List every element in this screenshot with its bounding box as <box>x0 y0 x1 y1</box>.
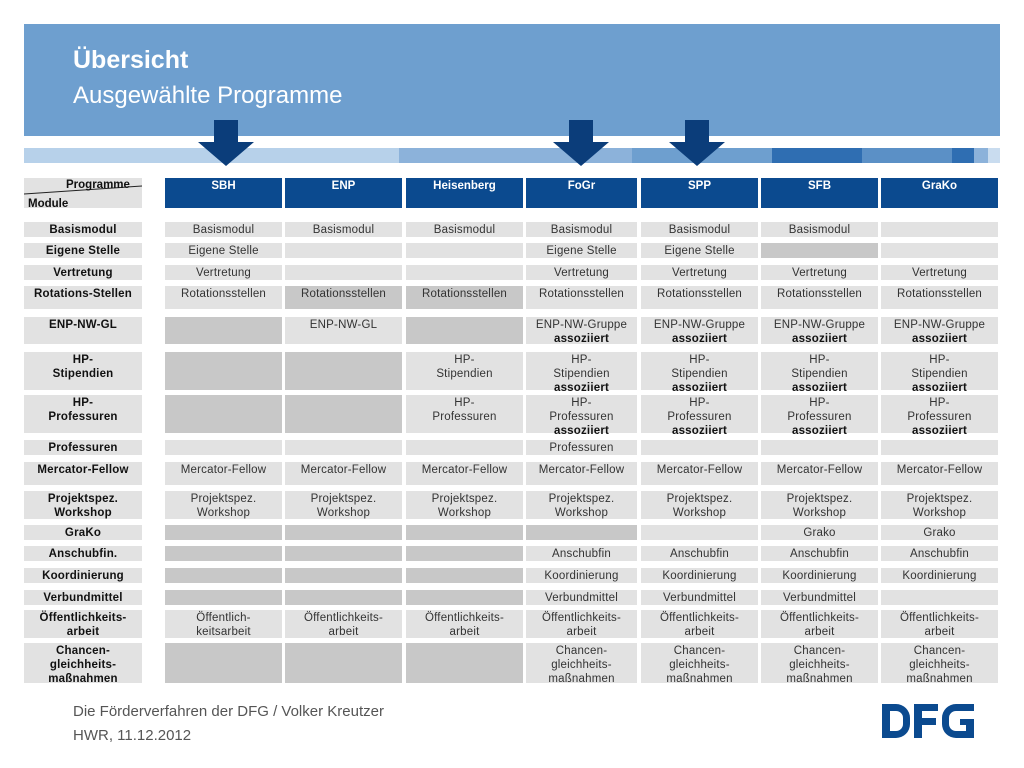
table-cell <box>641 643 758 683</box>
table-cell <box>285 317 402 344</box>
cell-text: Verbundmittel <box>545 592 618 604</box>
cell-text: Mercator-Fellow <box>300 464 387 476</box>
arrow-down-icon <box>669 120 725 166</box>
row-label <box>24 352 142 390</box>
header-banner <box>24 24 1000 136</box>
table-cell <box>641 568 758 583</box>
cell-text: Vertretung <box>911 267 968 279</box>
column-header-fogr: FoGr <box>526 178 637 208</box>
cell-text: Stipendien <box>553 368 610 380</box>
row-label <box>24 610 142 638</box>
cell-text: Workshop <box>316 507 371 519</box>
cell-text: Professuren <box>432 411 497 423</box>
cell-text: Grako <box>803 527 836 539</box>
table-cell <box>881 440 998 455</box>
row-label-line: Verbundmittel <box>43 592 123 604</box>
table-cell <box>641 243 758 258</box>
table-cell <box>526 317 637 344</box>
table-cell <box>165 286 282 309</box>
table-cell <box>165 440 282 455</box>
table-cell <box>641 546 758 561</box>
cell-text: Verbundmittel <box>663 592 736 604</box>
table-cell <box>165 643 282 683</box>
cell-text: keitsarbeit <box>196 626 251 638</box>
cell-text: Basismodul <box>312 224 375 236</box>
cell-text: Mercator-Fellow <box>896 464 983 476</box>
cell-text: assoziiert <box>553 333 610 345</box>
table-cell <box>406 352 523 390</box>
cell-text: HP- <box>809 397 830 409</box>
row-label <box>24 286 142 309</box>
cell-text: assoziiert <box>911 425 968 437</box>
row-label-line: ENP-NW-GL <box>48 319 117 331</box>
row-label-line: gleichheits- <box>49 659 117 671</box>
cell-text: Workshop <box>437 507 492 519</box>
table-cell <box>285 491 402 519</box>
table-cell <box>406 568 523 583</box>
cell-text: HP- <box>809 354 830 366</box>
cell-text: assoziiert <box>791 425 848 437</box>
cell-text: arbeit <box>924 626 955 638</box>
cell-text: Verbundmittel <box>783 592 856 604</box>
cell-text: Eigene Stelle <box>664 245 735 257</box>
cell-text: ENP-NW-GL <box>309 319 378 331</box>
table-cell <box>761 610 878 638</box>
stripe-segment <box>862 148 952 163</box>
stripe-segment <box>974 148 988 163</box>
table-cell <box>641 286 758 309</box>
cell-text: ENP-NW-Gruppe <box>535 319 628 331</box>
cell-text: HP- <box>454 397 475 409</box>
cell-text: Öffentlichkeits- <box>541 612 622 624</box>
cell-text: Koordinierung <box>544 570 619 582</box>
page-subtitle: Ausgewählte Programme <box>73 82 343 109</box>
cell-text: assoziiert <box>671 425 728 437</box>
cell-text: maßnahmen <box>786 673 853 685</box>
cell-text: Öffentlichkeits- <box>659 612 740 624</box>
table-cell <box>881 395 998 437</box>
table-cell <box>526 352 637 394</box>
table-cell <box>406 546 523 561</box>
cell-text: assoziiert <box>671 333 728 345</box>
cell-text: Professuren <box>787 411 852 423</box>
column-header-sbh: SBH <box>165 178 282 208</box>
table-cell <box>165 546 282 561</box>
cell-text: Workshop <box>196 507 251 519</box>
cell-text: Öffentlichkeits- <box>303 612 384 624</box>
cell-text: Eigene Stelle <box>188 245 259 257</box>
cell-text: gleichheits- <box>669 659 730 671</box>
table-cell <box>165 525 282 540</box>
row-label <box>24 440 142 455</box>
footer-presentation-info: Die Förderverfahren der DFG / Volker Kreutzer <box>73 703 384 720</box>
table-cell <box>165 568 282 583</box>
cell-text: Workshop <box>912 507 967 519</box>
cell-text: Mercator-Fellow <box>776 464 863 476</box>
table-cell <box>165 317 282 344</box>
row-label-line: Öffentlichkeits- <box>39 612 127 624</box>
footer-date: HWR, 11.12.2012 <box>73 727 192 744</box>
table-cell <box>165 352 282 390</box>
arrow-down-icon <box>553 120 609 166</box>
cell-text: assoziiert <box>553 425 610 437</box>
cell-text: Eigene Stelle <box>546 245 617 257</box>
table-cell <box>761 286 878 309</box>
table-cell <box>526 462 637 485</box>
cell-text: ENP-NW-Gruppe <box>893 319 986 331</box>
row-label <box>24 462 142 485</box>
cell-text: Rotationsstellen <box>776 288 863 300</box>
cell-text: Workshop <box>672 507 727 519</box>
table-cell <box>881 222 998 237</box>
row-label-line: Anschubfin. <box>48 548 118 560</box>
cell-text: Rotationsstellen <box>896 288 983 300</box>
corner-programs-label: Programme <box>66 179 130 191</box>
cell-text: Anschubfin <box>552 548 611 560</box>
table-cell <box>881 265 998 280</box>
cell-text: Basismodul <box>433 224 496 236</box>
table-cell <box>761 317 878 344</box>
table-cell <box>285 610 402 638</box>
page-title: Übersicht <box>73 46 189 74</box>
table-cell <box>406 643 523 683</box>
cell-text: Professuren <box>549 442 614 454</box>
row-label <box>24 243 142 258</box>
cell-text: HP- <box>689 354 710 366</box>
table-cell <box>881 491 998 519</box>
table-cell <box>881 610 998 638</box>
table-cell <box>406 462 523 485</box>
table-cell <box>165 395 282 433</box>
table-cell <box>881 462 998 485</box>
cell-text: Anschubfin <box>910 548 969 560</box>
cell-text: Öffentlichkeits- <box>424 612 505 624</box>
row-label-line: Eigene Stelle <box>45 245 121 257</box>
row-label-line: GraKo <box>64 527 102 539</box>
cell-text: Rotationsstellen <box>421 288 508 300</box>
table-cell <box>406 395 523 433</box>
table-cell <box>761 352 878 394</box>
cell-text: assoziiert <box>791 382 848 394</box>
table-cell <box>285 546 402 561</box>
table-cell <box>165 610 282 638</box>
cell-text: Basismodul <box>192 224 255 236</box>
cell-text: assoziiert <box>791 333 848 345</box>
table-cell <box>761 440 878 455</box>
table-cell <box>641 491 758 519</box>
table-cell <box>761 243 878 258</box>
table-cell <box>761 525 878 540</box>
row-label <box>24 568 142 583</box>
cell-text: HP- <box>929 397 950 409</box>
row-label <box>24 546 142 561</box>
cell-text: Öffentlichkeits- <box>899 612 980 624</box>
table-cell <box>526 243 637 258</box>
cell-text: Rotationsstellen <box>180 288 267 300</box>
cell-text: Workshop <box>792 507 847 519</box>
table-cell <box>406 610 523 638</box>
stripe-segment <box>952 148 974 163</box>
cell-text: maßnahmen <box>548 673 615 685</box>
cell-text: Mercator-Fellow <box>180 464 267 476</box>
table-cell <box>526 610 637 638</box>
cell-text: Mercator-Fellow <box>421 464 508 476</box>
table-cell <box>881 352 998 394</box>
cell-text: HP- <box>571 397 592 409</box>
cell-text: Basismodul <box>788 224 851 236</box>
table-cell <box>406 265 523 280</box>
cell-text: Projektspez. <box>431 493 498 505</box>
row-label <box>24 317 142 344</box>
row-label-line: HP- <box>72 397 94 409</box>
table-cell <box>285 462 402 485</box>
cell-text: arbeit <box>684 626 715 638</box>
table-cell <box>761 265 878 280</box>
cell-text: Vertretung <box>553 267 610 279</box>
table-cell <box>641 462 758 485</box>
table-cell <box>761 491 878 519</box>
cell-text: Öffentlich- <box>196 612 251 624</box>
row-label-line: Koordinierung <box>42 570 124 582</box>
cell-text: maßnahmen <box>666 673 733 685</box>
cell-text: arbeit <box>449 626 480 638</box>
table-cell <box>641 440 758 455</box>
table-cell <box>761 643 878 683</box>
table-cell <box>165 222 282 237</box>
table-cell <box>285 395 402 433</box>
table-cell <box>641 610 758 638</box>
cell-text: Vertretung <box>195 267 252 279</box>
cell-text: Chancen- <box>673 645 726 657</box>
arrow-down-icon <box>198 120 254 166</box>
row-label-line: arbeit <box>66 626 100 638</box>
table-cell <box>881 243 998 258</box>
table-corner <box>24 178 142 208</box>
row-label-line: HP- <box>72 354 94 366</box>
cell-text: Anschubfin <box>670 548 729 560</box>
table-cell <box>881 286 998 309</box>
table-cell <box>526 265 637 280</box>
table-cell <box>881 525 998 540</box>
cell-text: Stipendien <box>791 368 848 380</box>
column-header-sfb: SFB <box>761 178 878 208</box>
cell-text: Basismodul <box>668 224 731 236</box>
table-cell <box>761 462 878 485</box>
cell-text: Mercator-Fellow <box>656 464 743 476</box>
cell-text: Koordinierung <box>902 570 977 582</box>
cell-text: Vertretung <box>671 267 728 279</box>
cell-text: HP- <box>929 354 950 366</box>
table-cell <box>285 352 402 390</box>
cell-text: Projektspez. <box>786 493 853 505</box>
table-cell <box>285 222 402 237</box>
table-cell <box>406 525 523 540</box>
row-label <box>24 222 142 237</box>
cell-text: Professuren <box>667 411 732 423</box>
table-cell <box>881 643 998 683</box>
row-label <box>24 643 142 683</box>
cell-text: arbeit <box>328 626 359 638</box>
cell-text: Workshop <box>554 507 609 519</box>
cell-text: Chancen- <box>913 645 966 657</box>
row-label-line: Stipendien <box>52 368 114 380</box>
cell-text: gleichheits- <box>909 659 970 671</box>
table-cell <box>285 590 402 605</box>
table-cell <box>165 243 282 258</box>
cell-text: Projektspez. <box>310 493 377 505</box>
cell-text: assoziiert <box>911 382 968 394</box>
cell-text: Professuren <box>549 411 614 423</box>
table-cell <box>406 590 523 605</box>
row-label-line: Projektspez. <box>47 493 119 505</box>
cell-text: Rotationsstellen <box>538 288 625 300</box>
cell-text: assoziiert <box>553 382 610 394</box>
table-cell <box>641 395 758 437</box>
table-cell <box>165 491 282 519</box>
table-cell <box>526 590 637 605</box>
cell-text: Mercator-Fellow <box>538 464 625 476</box>
cell-text: gleichheits- <box>789 659 850 671</box>
row-label <box>24 590 142 605</box>
column-header-enp: ENP <box>285 178 402 208</box>
table-cell <box>526 222 637 237</box>
cell-text: Projektspez. <box>190 493 257 505</box>
cell-text: Chancen- <box>555 645 608 657</box>
table-cell <box>761 222 878 237</box>
table-cell <box>881 590 998 605</box>
table-cell <box>526 395 637 437</box>
cell-text: HP- <box>689 397 710 409</box>
cell-text: Grako <box>923 527 956 539</box>
cell-text: ENP-NW-Gruppe <box>653 319 746 331</box>
table-cell <box>165 462 282 485</box>
stripe-segment <box>988 148 1000 163</box>
table-cell <box>526 286 637 309</box>
table-cell <box>406 491 523 519</box>
table-cell <box>881 546 998 561</box>
table-cell <box>285 643 402 683</box>
cell-text: Stipendien <box>436 368 493 380</box>
cell-text: assoziiert <box>911 333 968 345</box>
cell-text: ENP-NW-Gruppe <box>773 319 866 331</box>
row-label-line: Professuren <box>48 442 118 454</box>
row-label-line: Basismodul <box>49 224 117 236</box>
cell-text: Stipendien <box>911 368 968 380</box>
table-cell <box>526 525 637 540</box>
column-header-grako: GraKo <box>881 178 998 208</box>
table-cell <box>285 243 402 258</box>
table-cell <box>285 525 402 540</box>
cell-text: Stipendien <box>671 368 728 380</box>
column-header-heisenberg: Heisenberg <box>406 178 523 208</box>
table-cell <box>285 440 402 455</box>
table-cell <box>641 265 758 280</box>
column-header-spp: SPP <box>641 178 758 208</box>
cell-text: Basismodul <box>550 224 613 236</box>
table-cell <box>526 546 637 561</box>
table-cell <box>406 440 523 455</box>
cell-text: Koordinierung <box>662 570 737 582</box>
cell-text: Vertretung <box>791 267 848 279</box>
table-cell <box>761 568 878 583</box>
row-label-line: Rotations-Stellen <box>34 288 132 300</box>
table-cell <box>406 286 523 309</box>
cell-text: Koordinierung <box>782 570 857 582</box>
row-label-line: Workshop <box>54 507 112 519</box>
cell-text: HP- <box>571 354 592 366</box>
stripe-segment <box>772 148 862 163</box>
row-label <box>24 265 142 280</box>
table-cell <box>285 286 402 309</box>
cell-text: arbeit <box>804 626 835 638</box>
table-cell <box>285 265 402 280</box>
cell-text: arbeit <box>566 626 597 638</box>
row-label-line: Chancen- <box>56 645 110 657</box>
table-cell <box>761 546 878 561</box>
dfg-logo <box>880 702 976 740</box>
table-cell <box>761 590 878 605</box>
cell-text: Projektspez. <box>548 493 615 505</box>
cell-text: Projektspez. <box>906 493 973 505</box>
table-cell <box>526 491 637 519</box>
table-cell <box>526 568 637 583</box>
table-cell <box>406 317 523 344</box>
table-cell <box>165 265 282 280</box>
table-cell <box>526 643 637 683</box>
row-label <box>24 491 142 519</box>
row-label <box>24 395 142 433</box>
table-cell <box>641 590 758 605</box>
cell-text: Rotationsstellen <box>300 288 387 300</box>
cell-text: Professuren <box>907 411 972 423</box>
cell-text: HP- <box>454 354 475 366</box>
table-cell <box>881 317 998 344</box>
row-label-line: Vertretung <box>53 267 113 279</box>
cell-text: Rotationsstellen <box>656 288 743 300</box>
cell-text: assoziiert <box>671 382 728 394</box>
table-cell <box>641 352 758 394</box>
row-label-line: Professuren <box>48 411 118 423</box>
cell-text: maßnahmen <box>906 673 973 685</box>
table-cell <box>641 525 758 540</box>
table-cell <box>881 568 998 583</box>
table-cell <box>406 222 523 237</box>
cell-text: Anschubfin <box>790 548 849 560</box>
corner-modules-label: Module <box>28 198 69 210</box>
cell-text: gleichheits- <box>551 659 612 671</box>
row-label-line: Mercator-Fellow <box>37 464 129 476</box>
cell-text: Chancen- <box>793 645 846 657</box>
row-label-line: maßnahmen <box>48 673 118 685</box>
table-cell <box>285 568 402 583</box>
cell-text: Projektspez. <box>666 493 733 505</box>
table-cell <box>641 317 758 344</box>
cell-text: Öffentlichkeits- <box>779 612 860 624</box>
table-cell <box>761 395 878 437</box>
table-cell <box>165 590 282 605</box>
table-cell <box>406 243 523 258</box>
table-cell <box>641 222 758 237</box>
row-label <box>24 525 142 540</box>
table-cell <box>526 440 637 455</box>
